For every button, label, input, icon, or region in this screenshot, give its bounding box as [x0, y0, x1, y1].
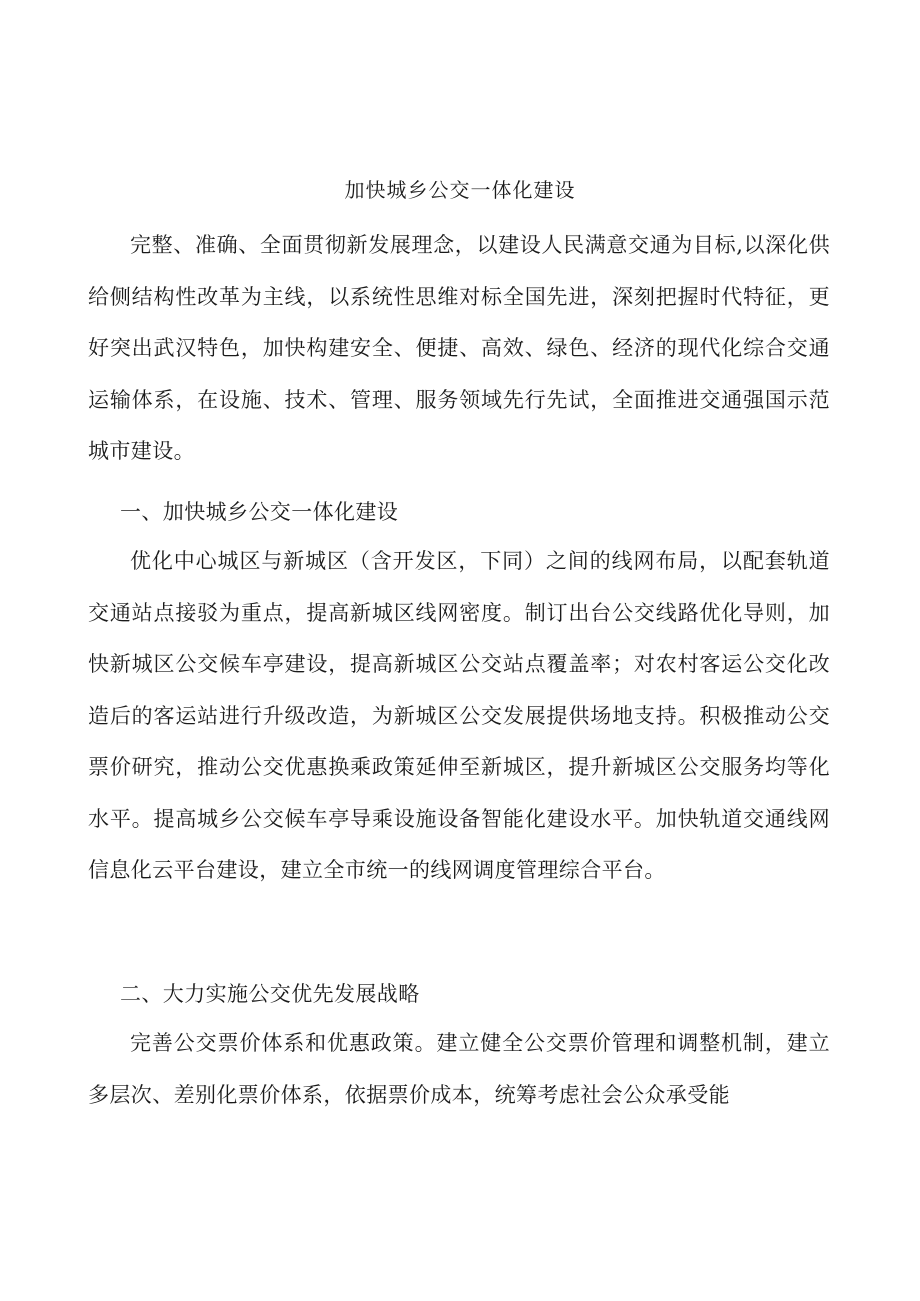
section-paragraph-1: 优化中心城区与新城区（含开发区，下同）之间的线网布局，以配套轨道交通站点接驳为重点，提高新城区线网密度。制订出台公交线路优化导则，加快新城区公交候车亭建设，提高新城区公交站点覆盖率；对农村客运公交化改造后的客运站进行升级改造，为新城区公交发展提供场地支持。积极推动公交票价研究，推动公交优惠换乘政策延伸至新城区，提升新城区公交服务均等化水平。提高城乡公交候车亭导乘设施设备智能化建设水平。加快轨道交通线网信息化云平台建设，建立全市统一的线网调度管理综合平台。	[88, 549, 830, 882]
section-heading-2: 二、大力实施公交优先发展战略	[120, 982, 420, 1006]
intro-paragraph: 完整、准确、全面贯彻新发展理念，以建设人民满意交通为目标,以深化供给侧结构性改革为主线，以系统性思维对标全国先进，深刻把握时代特征，更好突出武汉特色，加快构建安全、便捷、高效、绿色、经济的现代化综合交通运输体系，在设施、技术、管理、服务领域先行先试，全面推进交通强国示范城市建设。	[88, 233, 830, 463]
section-paragraph-2: 完善公交票价体系和优惠政策。建立健全公交票价管理和调整机制，建立多层次、差别化票价体系，依据票价成本，统筹考虑社会公众承受能	[88, 1031, 830, 1107]
section-heading-1: 一、加快城乡公交一体化建设	[120, 500, 399, 524]
document-title: 加快城乡公交一体化建设	[344, 178, 576, 202]
